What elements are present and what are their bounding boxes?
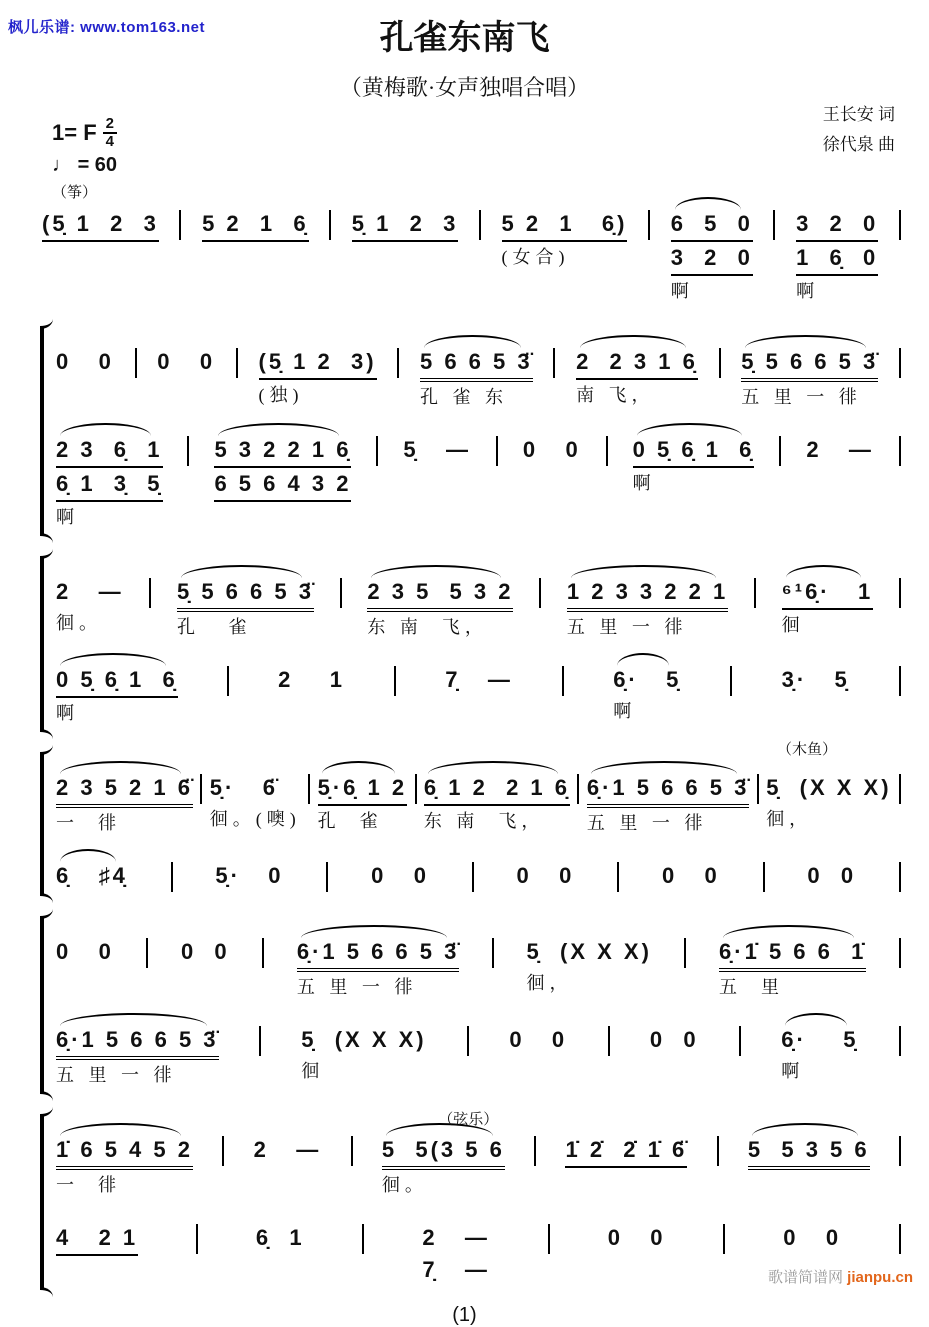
notes: 0 0 xyxy=(371,862,429,888)
notes: 6̣·1̇ 5 6 6 1̇ xyxy=(719,936,866,972)
notes-upper: 5 3 2 2 1 6̣ xyxy=(214,434,351,468)
barline xyxy=(326,862,328,892)
notation-row-voice2 xyxy=(54,434,901,532)
barline xyxy=(754,578,756,608)
lyric: 东 南 飞， xyxy=(423,810,545,831)
page-title: 孔雀东南飞 xyxy=(379,20,550,57)
notes: 0 0 xyxy=(807,862,857,888)
instrument-label-muyu: （木鱼） xyxy=(777,738,837,759)
measure xyxy=(208,772,303,834)
notes: 0 5̣ 6̣ 1 6̣ xyxy=(633,434,755,468)
measure xyxy=(54,1024,221,1090)
lyric: 徊。 xyxy=(56,612,102,633)
notation-row-voice1 xyxy=(54,772,901,838)
barline xyxy=(648,210,650,240)
barline xyxy=(397,348,399,378)
measure xyxy=(779,1024,860,1086)
lyric: 五 里 一 徘 xyxy=(586,812,708,833)
barline xyxy=(899,210,901,240)
notes: 0 0 xyxy=(661,862,720,888)
key-label: 1= F xyxy=(52,119,97,145)
notes: 2 3 5 2 1 6̈ xyxy=(56,772,193,808)
barline xyxy=(492,938,494,968)
lyric: 徊。(噢) xyxy=(209,808,301,829)
measure xyxy=(40,208,161,242)
notes: (5̣ 1 2 3) xyxy=(259,346,377,380)
notes-upper: 3 2 0 xyxy=(796,208,878,242)
notes: 6̣·1 5 6 6 5 3̈ xyxy=(587,772,750,808)
measure xyxy=(54,860,130,892)
barline xyxy=(899,666,901,696)
measure xyxy=(54,664,180,728)
notes: 6̣· 5̣ xyxy=(613,666,682,692)
barline xyxy=(496,436,498,466)
tempo-marking xyxy=(52,154,929,177)
barline xyxy=(608,1026,610,1056)
lyric: 一 徘 xyxy=(56,1174,121,1195)
notes: 5 5 3 5 6 xyxy=(748,1134,870,1170)
barline xyxy=(899,348,901,378)
lyric: 徊 xyxy=(301,1060,325,1081)
barline xyxy=(773,210,775,240)
barline xyxy=(562,666,564,696)
notes: 5̣ — xyxy=(403,436,471,462)
notes: 2 2 3 1 6̣ xyxy=(576,346,698,380)
measure xyxy=(631,434,757,498)
notes: 6̣·1 5 6 6 5 3̈ xyxy=(297,936,460,972)
barline xyxy=(222,1136,224,1166)
measure xyxy=(507,1024,569,1056)
system-bracket xyxy=(40,916,901,1094)
barline xyxy=(472,862,474,892)
measure-two-voice xyxy=(420,1222,492,1286)
measure xyxy=(254,1222,307,1254)
lyric: 南 飞， xyxy=(576,384,655,405)
site-watermark-link[interactable]: 枫儿乐谱: www.tom163.net xyxy=(8,19,205,36)
measure xyxy=(276,664,347,696)
lyric: 啊 xyxy=(632,472,656,493)
notes: 5 2 1 6̣ xyxy=(202,208,309,242)
notes: 0 0 xyxy=(509,1026,568,1052)
notes: 5 6 6 5 3̈ xyxy=(420,346,533,382)
key-signature xyxy=(52,116,929,150)
measure xyxy=(365,576,515,642)
notation-row-voice2 xyxy=(54,664,901,728)
measure xyxy=(54,1222,140,1256)
measure xyxy=(252,1134,324,1166)
notes: 0 0 xyxy=(516,862,575,888)
notes: 1̇ 6 5 4 5 2 xyxy=(56,1134,193,1170)
notes: 5 2 1 6̣) xyxy=(502,208,628,242)
barline xyxy=(340,578,342,608)
lyric: 孔 雀 xyxy=(176,616,252,637)
measure xyxy=(213,860,285,892)
lyric: 啊 xyxy=(56,506,79,527)
measure xyxy=(515,860,577,892)
notes: 5̣ 5 6 6 5 3̈ xyxy=(177,576,314,612)
barline xyxy=(467,1026,469,1056)
measure xyxy=(780,664,852,696)
notes: 5̣· 0 xyxy=(215,862,284,888)
barline xyxy=(899,1224,901,1254)
measure xyxy=(422,772,572,836)
lyric: (女合) xyxy=(501,246,570,267)
instrument-label-xianyue: （弦乐） xyxy=(438,1110,499,1128)
notes: 5 5(3 5 6 xyxy=(382,1134,505,1170)
barline xyxy=(146,938,148,968)
notation-row-voice1 xyxy=(54,576,901,642)
measure xyxy=(350,208,461,242)
barline xyxy=(617,862,619,892)
notes: 3̣· 5̣ xyxy=(781,666,850,692)
notes: (5̣ 1 2 3 xyxy=(42,208,159,242)
notes: 2 — xyxy=(56,578,124,604)
barline xyxy=(899,578,901,608)
lyric: 孔 雀 东 xyxy=(419,386,508,407)
barline xyxy=(899,862,901,892)
measure xyxy=(805,860,858,892)
barline xyxy=(415,774,417,804)
lyric: 啊 xyxy=(613,700,637,721)
measure xyxy=(401,434,473,466)
lyric: 啊 xyxy=(670,280,694,301)
notation-row-voice1 xyxy=(54,346,901,412)
measure xyxy=(54,772,195,838)
barline xyxy=(739,1026,741,1056)
barline xyxy=(376,436,378,466)
notes: 0 0 xyxy=(783,1224,842,1250)
measure xyxy=(299,1024,428,1086)
barline xyxy=(262,938,264,968)
measure xyxy=(585,772,752,838)
notation-row-intro xyxy=(40,208,901,306)
site-url: jianpu.cn xyxy=(847,1269,913,1286)
measure-two-voice xyxy=(212,434,353,502)
score-meta xyxy=(52,116,929,202)
notes: 5̣·6̣ 1 2 xyxy=(318,772,408,806)
notes-lower: 1 6̣ 0 xyxy=(796,242,878,276)
barline xyxy=(149,578,151,608)
notes: 4 2 1 xyxy=(56,1222,138,1256)
barline xyxy=(308,774,310,804)
barline xyxy=(171,862,173,892)
credits xyxy=(823,100,895,160)
notes-lower: 6 5 6 4 3 2 xyxy=(214,468,351,502)
notation-row-voice2 xyxy=(54,1024,901,1090)
site-credit-link[interactable] xyxy=(768,1266,913,1287)
measure xyxy=(611,664,683,726)
tempo-note-icon: ♩ xyxy=(52,153,72,176)
barline xyxy=(899,436,901,466)
measure xyxy=(804,434,876,466)
notes: 5̣ (X X X) xyxy=(301,1026,427,1052)
notes-upper: 2 — xyxy=(422,1224,490,1250)
barline xyxy=(394,666,396,696)
notes: ⁶¹6̣· 1 xyxy=(782,576,874,610)
measure xyxy=(606,1222,668,1254)
notes: 0 0 xyxy=(56,348,114,374)
lyric: 五 里 一 徘 xyxy=(56,1064,177,1085)
barline xyxy=(187,436,189,466)
measure xyxy=(316,772,410,836)
notes-lower: 6̣ 1 3̣ 5̣ xyxy=(56,468,163,502)
measure xyxy=(764,772,893,834)
barline xyxy=(259,1026,261,1056)
measure xyxy=(717,936,868,1002)
barline xyxy=(329,210,331,240)
notes: 0 5̣ 6̣ 1 6̣ xyxy=(56,664,178,698)
barline xyxy=(717,1136,719,1166)
barline xyxy=(196,1224,198,1254)
barline xyxy=(899,1136,901,1166)
lyric: 啊 xyxy=(781,1060,805,1081)
measure xyxy=(781,1222,843,1254)
notes-lower: 3 2 0 xyxy=(671,242,753,276)
measure xyxy=(418,346,535,412)
lyric: 徊。 xyxy=(381,1174,428,1195)
notes-lower: 7̣ — xyxy=(422,1256,490,1282)
barline xyxy=(351,1136,353,1166)
composer: 徐代泉 曲 xyxy=(822,134,895,154)
barline xyxy=(899,938,901,968)
barline xyxy=(723,1224,725,1254)
system-bracket xyxy=(40,556,901,732)
measure xyxy=(574,346,700,410)
notes: 2 — xyxy=(806,436,874,462)
time-beat-unit: 4 xyxy=(105,132,114,150)
measure xyxy=(295,936,462,1002)
measure xyxy=(746,1134,872,1170)
barline xyxy=(577,774,579,804)
barline xyxy=(539,578,541,608)
notes: 0 0 xyxy=(607,1224,666,1250)
notes: 0 0 xyxy=(522,436,581,462)
lyric: (独) xyxy=(258,384,304,405)
measure xyxy=(500,208,630,272)
measure xyxy=(380,1110,507,1200)
barline xyxy=(553,348,555,378)
notes: 1 2 3 3 2 2 1 xyxy=(567,576,728,612)
tempo-value: = 60 xyxy=(77,153,118,176)
measure xyxy=(563,1134,689,1168)
barline xyxy=(606,436,608,466)
measure xyxy=(565,576,730,642)
barline xyxy=(763,862,765,892)
notes: 5̣ (X X X) xyxy=(766,774,892,800)
barline xyxy=(779,436,781,466)
barline xyxy=(479,210,481,240)
measure xyxy=(54,936,116,968)
measure xyxy=(257,346,379,410)
barline xyxy=(899,774,901,804)
notes: 0 0 xyxy=(649,1026,699,1052)
notes: 2 3 5 5 3 2 xyxy=(367,576,513,612)
notes: 5̣ (X X X) xyxy=(526,938,652,964)
measure xyxy=(54,346,116,378)
system-bracket xyxy=(40,1110,901,1290)
measure xyxy=(648,1024,701,1056)
measure xyxy=(54,1134,195,1200)
measure xyxy=(54,576,126,638)
page-number: (1) xyxy=(452,1303,477,1326)
measure xyxy=(521,434,583,466)
lyric: 东 南 飞， xyxy=(367,616,488,637)
time-signature xyxy=(103,116,117,150)
barline xyxy=(548,1224,550,1254)
measure xyxy=(739,346,880,412)
lyric: 徊， xyxy=(526,972,573,993)
notes: 6̣·1 5 6 6 5 3̈ xyxy=(56,1024,219,1060)
notes: 6̣ 1 2 2 1 6̣ xyxy=(424,772,570,806)
lyric: 五 里 一 徘 xyxy=(566,616,688,637)
measure xyxy=(525,936,654,998)
lyricist: 王长安 词 xyxy=(822,105,895,124)
barline xyxy=(179,210,181,240)
barline xyxy=(757,774,759,804)
notes-upper: 2 3 6̣ 1 xyxy=(56,434,163,468)
measure xyxy=(660,860,722,892)
barline xyxy=(362,1224,364,1254)
notes: 5̣ 5 6 6 5 3̈ xyxy=(741,346,878,382)
notes: 1̇ 2̇ 2̇ 1̇ 6̈ xyxy=(565,1134,687,1168)
measure-two-voice xyxy=(794,208,880,306)
barline xyxy=(227,666,229,696)
page-subtitle: （黄梅歌·女声独唱合唱） xyxy=(339,75,590,100)
notes: 5̣· 6̈ xyxy=(209,774,278,800)
measure-two-voice xyxy=(54,434,165,532)
barline xyxy=(200,774,202,804)
lyric: 五 里 一 徘 xyxy=(741,386,862,407)
measure xyxy=(155,346,217,378)
notes: 5̣ 1 2 3 xyxy=(352,208,459,242)
lyric: 一 徘 xyxy=(56,812,121,833)
notes: 0 0 xyxy=(157,348,216,374)
measure xyxy=(369,860,431,892)
notes: 2 — xyxy=(253,1136,322,1162)
lyric: 孔 雀 xyxy=(317,810,383,831)
barline xyxy=(899,1026,901,1056)
measure xyxy=(200,208,311,242)
time-beats: 2 xyxy=(103,116,117,134)
notation-row-voice1 xyxy=(54,936,901,1002)
measure xyxy=(780,576,876,640)
notes: 0 0 xyxy=(180,938,230,964)
lyric: 五 里 一 徘 xyxy=(296,976,418,997)
score xyxy=(40,208,901,1290)
barline xyxy=(730,666,732,696)
lyric: 徊 xyxy=(781,614,805,635)
notation-row-voice1 xyxy=(54,1110,901,1200)
lyric: 徊， xyxy=(766,808,813,829)
site-name: 歌谱简谱网 xyxy=(767,1269,848,1286)
notes: 0 0 xyxy=(56,938,114,964)
barline xyxy=(684,938,686,968)
notes: 6̣ 1 xyxy=(255,1224,305,1250)
lyric: 啊 xyxy=(56,702,79,723)
measure xyxy=(175,576,316,642)
notation-row-voice2 xyxy=(54,860,901,892)
notes: 6̣ ♯4̣ xyxy=(56,862,128,888)
barline xyxy=(236,348,238,378)
notes: 6̣· 5̣ xyxy=(781,1026,859,1052)
notes: 7̣ — xyxy=(445,666,513,692)
barline xyxy=(135,348,137,378)
lyric: 五 里 xyxy=(719,976,785,997)
lyric: 啊 xyxy=(796,280,820,301)
system-bracket xyxy=(40,740,901,896)
notes-upper: 6 5 0 xyxy=(671,208,753,242)
notes: 2 1 xyxy=(278,666,345,692)
barline xyxy=(534,1136,536,1166)
measure xyxy=(179,936,232,968)
barline xyxy=(719,348,721,378)
measure xyxy=(443,664,515,696)
system-bracket xyxy=(40,326,901,536)
instrument-label: （筝） xyxy=(52,183,98,201)
measure-two-voice xyxy=(669,208,755,306)
